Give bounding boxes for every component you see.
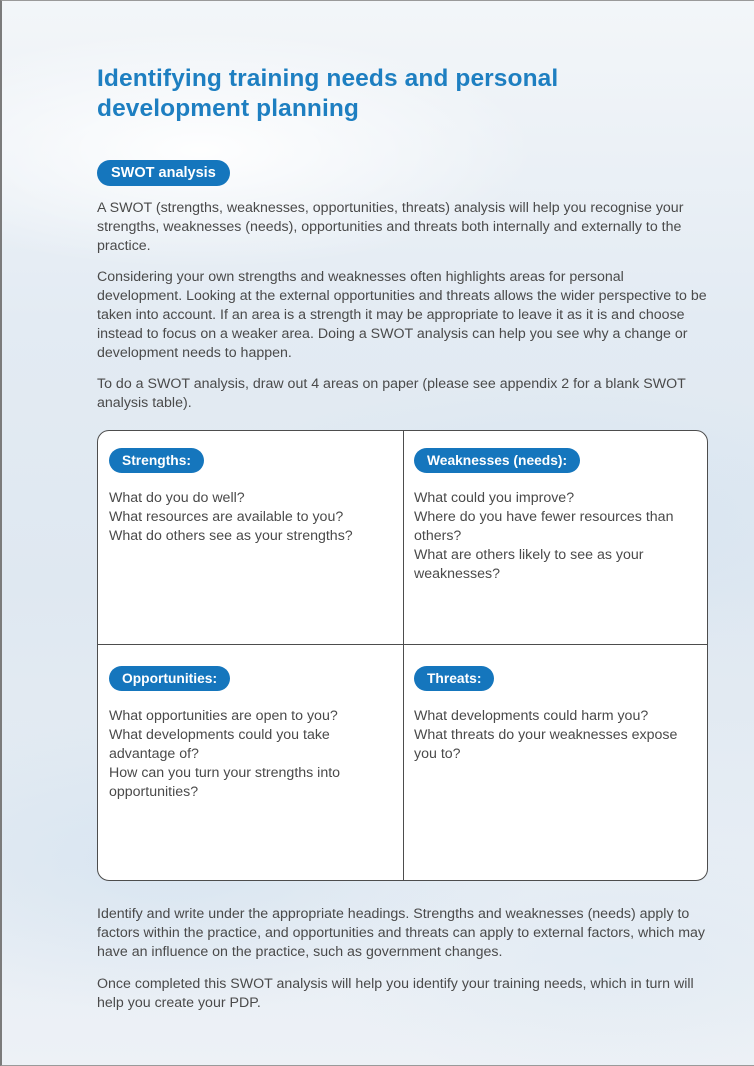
opportunities-question: What developments could you take advantage of?	[109, 727, 330, 762]
weaknesses-question: Where do you have fewer resources than others?	[414, 509, 674, 544]
opportunities-question: What opportunities are open to you?	[109, 708, 338, 724]
swot-horizontal-divider	[98, 644, 707, 645]
strengths-question: What do others see as your strengths?	[109, 528, 353, 544]
swot-vertical-divider	[403, 431, 404, 880]
weaknesses-badge: Weaknesses (needs):	[414, 448, 580, 473]
strengths-questions	[109, 489, 379, 546]
opportunities-badge: Opportunities:	[109, 666, 230, 691]
closing-paragraph-1: Identify and write under the appropriate headings. Strengths and weaknesses (needs) apply to factors within the practice, and opportunities and threats can apply to external factors, which may have an influence on the practice, such as government changes.	[97, 906, 706, 960]
strengths-question: What resources are available to you?	[109, 509, 344, 525]
weaknesses-questions	[414, 489, 684, 584]
strengths-question: What do you do well?	[109, 490, 245, 506]
strengths-badge: Strengths:	[109, 448, 204, 473]
closing-paragraph-2: Once completed this SWOT analysis will help you identify your training needs, which in turn will help you create your PDP.	[97, 976, 694, 1011]
intro-paragraph-2: Considering your own strengths and weaknesses often highlights areas for personal development. Looking at the external opportunities and threats allows the wider perspective to be taken into account. If an area is a strength it may be appropriate to leave it as it is and choose instead to focus on a weaker area. Doing a SWOT analysis can help you see why a change or development needs to happen.	[97, 269, 707, 361]
weaknesses-question: What are others likely to see as your weaknesses?	[414, 547, 644, 582]
opportunities-questions	[109, 707, 379, 802]
threats-questions	[414, 707, 684, 764]
threats-question: What threats do your weaknesses expose you to?	[414, 727, 678, 762]
weaknesses-question: What could you improve?	[414, 490, 575, 506]
swot-table	[97, 430, 708, 881]
opportunities-question: How can you turn your strengths into opportunities?	[109, 765, 341, 800]
threats-badge: Threats:	[414, 666, 494, 691]
intro-paragraph-1: A SWOT (strengths, weaknesses, opportunities, threats) analysis will help you recognise your strengths, weaknesses (needs), opportunities and threats both internally and externally to the practice.	[97, 200, 684, 254]
intro-paragraph-3: To do a SWOT analysis, draw out 4 areas on paper (please see appendix 2 for a blank SWOT analysis table).	[97, 376, 686, 411]
section-badge-swot: SWOT analysis	[97, 160, 230, 186]
page-title: Identifying training needs and personal development planning	[97, 65, 559, 122]
threats-question: What developments could harm you?	[414, 708, 649, 724]
